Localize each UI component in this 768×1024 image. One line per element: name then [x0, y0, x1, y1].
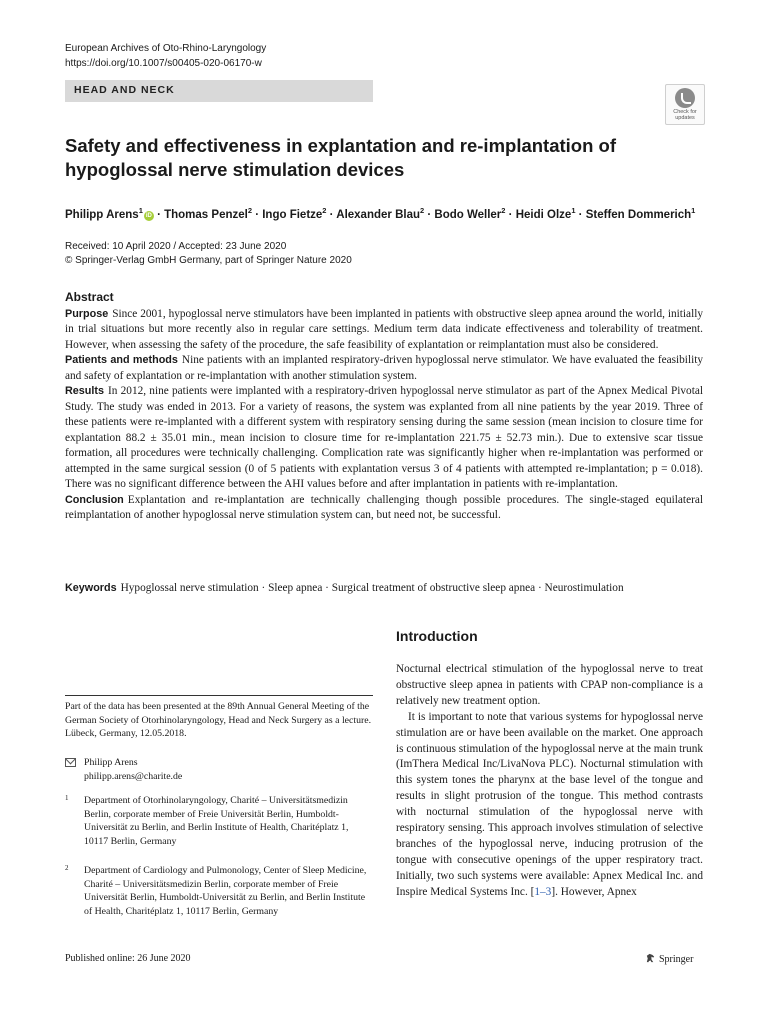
abstract — [65, 290, 703, 524]
corresponding-name: Philipp Arens — [84, 757, 138, 768]
author[interactable]: Philipp Arens$^1$ — [65, 206, 143, 221]
article-dates — [65, 240, 352, 268]
copyright: © Springer-Verlag GmbH Germany, part of Springer Nature 2020 — [65, 255, 352, 266]
corresponding-email[interactable]: philipp.arens@charite.de — [84, 770, 183, 782]
journal-name: European Archives of Oto-Rhino-Laryngology — [65, 43, 267, 54]
author-list: Philipp Arens$^1$iD · Thomas Penzel$^2$ · Ingo Fietze$^2$ · Alexander Blau$^2$ · Bodo Weller$^2$ · Heidi Olze$^1$ · Steffen Dommerich$^1$ — [65, 206, 696, 221]
citation-link[interactable]: 1–3 — [534, 885, 552, 898]
abstract-heading: Abstract — [65, 290, 114, 304]
introduction-heading: Introduction — [396, 628, 478, 644]
section-label: HEAD AND NECK — [74, 84, 175, 96]
affiliation-number: 2 — [65, 864, 69, 872]
footnote-divider — [65, 695, 373, 696]
author[interactable]: Heidi Olze$^1$ — [515, 206, 576, 221]
corresponding-author — [65, 756, 373, 783]
check-for-updates-badge[interactable] — [665, 84, 705, 125]
footnote: Part of the data has been presented at the 89th Annual General Meeting of the German Society of Otorhinolaryngology, Head and Neck Surgery as a lecture. Lübeck, Germany, 12.05.2018. — [65, 701, 372, 739]
section-bar — [65, 80, 373, 102]
affiliation-text: Department of Cardiology and Pulmonology, Center of Sleep Medicine, Charité – Universitätsmedizin Berlin, corporate member of Freie Universität Berlin, Humboldt-Universität zu Berlin, and Berlin Institute of Health, Charitéplatz 1, 10117 Berlin, Germany — [84, 865, 367, 917]
abstract-results: Results In 2012, nine patients were implanted with a respiratory-driven hypoglossal nerve stimulator as part of the Apnex Medical Pivotal Study. The study was ended in 2013. For a variety of reasons, the system was explanted from all nine patients by the year 2019. Three of these patients were re-implanted with a different system with respiratory sensing during the same session (mean incision to closure time for explantation 88.2 ± 35.01 min., mean incision to closure time for re-implantation 221.75 ± 52.73 min.). Due to extensive scar tissue formation, all procedures were technically challenging. Complication rate was significantly higher when re-implantation was performed or attempted in the same surgical session (0 of 5 patients with explantation versus 3 of 4 patients with attempted re-implantation; p = 0.018). There was no significant difference between the AHI values before and after implantation in patients with re-implantation. — [65, 385, 703, 490]
published-date: Published online: 26 June 2020 — [65, 953, 191, 964]
affiliation — [65, 794, 373, 848]
introduction-body — [396, 662, 703, 901]
author[interactable]: Alexander Blau$^2$ — [336, 206, 425, 221]
doi-link[interactable]: https://doi.org/10.1007/s00405-020-06170-w — [65, 58, 262, 69]
check-updates-line-2: updates — [675, 115, 695, 121]
author[interactable]: Thomas Penzel$^2$ — [164, 206, 252, 221]
abstract-purpose: Purpose Since 2001, hypoglossal nerve stimulators have been implanted in patients with obstructive sleep apnea around the world, initially in trial situations but more recently also in regular care settings. Medium term data indicate effectiveness and tolerability of treatment. However, when assessing the safety of the procedure, the safe feasibility of explantation or reimplantation must also be considered. — [65, 307, 703, 351]
publisher-name: Springer — [659, 954, 694, 965]
publisher-logo — [645, 953, 693, 965]
author[interactable]: Steffen Dommerich$^1$ — [585, 206, 696, 221]
keywords-text: Hypoglossal nerve stimulation · Sleep apnea · Surgical treatment of obstructive sleep apnea · Neurostimulation — [120, 582, 624, 594]
keywords — [65, 581, 745, 596]
keywords-label: Keywords — [65, 582, 117, 594]
check-updates-icon — [675, 88, 695, 108]
abstract-conclusion: Conclusion Explantation and re-implantation are technically challenging though possible procedures. The single-staged equilateral reimplantation of another hypoglossal nerve stimulation system can, but need not, be successful. — [65, 493, 703, 521]
author[interactable]: Ingo Fietze$^2$ — [262, 206, 327, 221]
orcid-icon[interactable]: iD — [145, 212, 152, 219]
paper-title: Safety and effectiveness in explantation and re-implantation of hypoglossal nerve stimulation devices — [65, 135, 616, 180]
check-updates-line-1: Check for — [673, 109, 697, 115]
affiliation-text: Department of Otorhinolaryngology, Charité – Universitätsmedizin Berlin, corporate member of Freie Universität Berlin, Humboldt-Universität zu Berlin, and Berlin Institute of Health, Charitéplatz 1, 10117 Berlin, Germany — [84, 795, 349, 847]
intro-paragraph-1: Nocturnal electrical stimulation of the hypoglossal nerve to treat obstructive sleep apnea in patients with CPAP non-compliance is a relatively new treatment option. — [396, 663, 703, 707]
journal-header — [65, 41, 266, 71]
envelope-icon — [65, 758, 76, 767]
affiliation — [65, 864, 373, 918]
intro-paragraph-2: It is important to note that various systems for hypoglossal nerve stimulation are or have been available on the market. One approach is continuous stimulation of the hypoglossal nerve at the main trunk (ImThera Medical Inc/LivaNova PLC). Nocturnal stimulation with this system tones the pharynx at the base level of the tongue and results in slight protrusion of the tongue. This method contrasts with nocturnal stimulation of the hypoglossal nerve with respiratory sensing. This approach involves stimulation of selective branches of the hypoglossal nerve, inducing protrusion of the tongue with consecutive openings of the upper respiratory tract. Initially, two such systems were available: Apnex Medical Inc. and Inspire Medical Systems Inc. [1–3]. However, Apnex — [396, 710, 703, 898]
received-accepted: Received: 10 April 2020 / Accepted: 23 June 2020 — [65, 241, 287, 252]
affiliation-number: 1 — [65, 794, 69, 802]
springer-horse-icon — [645, 953, 656, 964]
abstract-methods: Patients and methods Nine patients with an implanted respiratory-driven hypoglossal nerve stimulator. We have evaluated the feasibility and safety of explantation or re-implantation with another stimulation system. — [65, 354, 704, 382]
author[interactable]: Bodo Weller$^2$ — [434, 206, 506, 221]
